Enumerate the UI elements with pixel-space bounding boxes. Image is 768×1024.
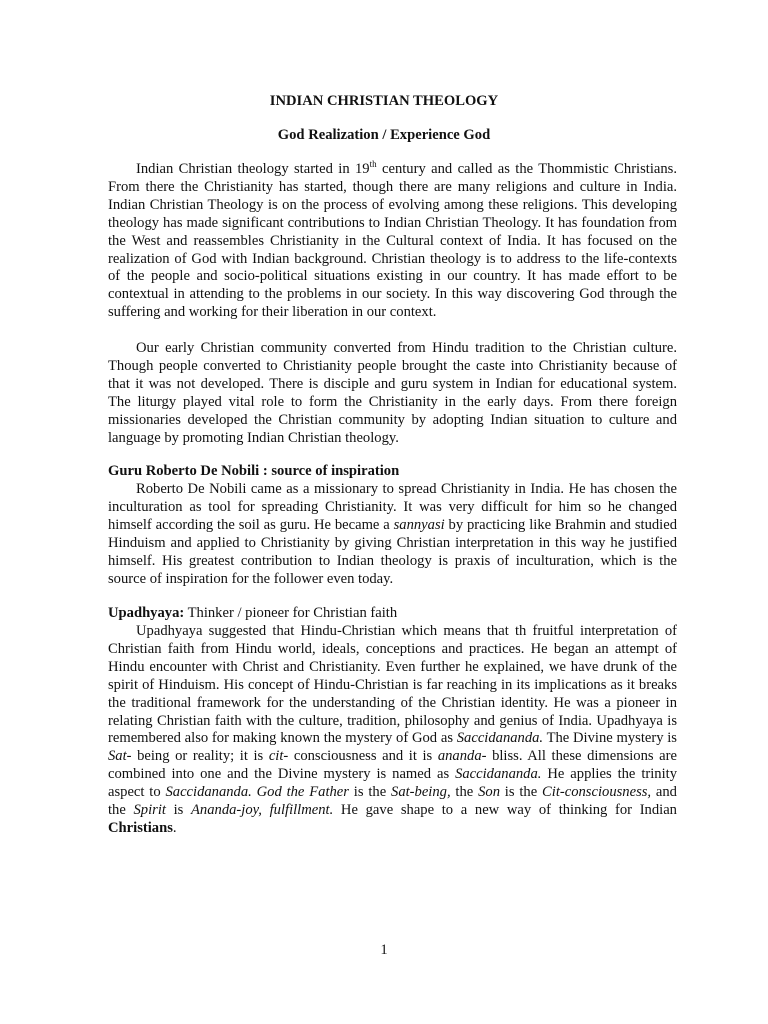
son-term: Son: [478, 784, 500, 801]
upadhyaya-text-i: is the: [499, 784, 543, 801]
upadhyaya-text-a: Upadhyaya suggested that Hindu-Christian which means that th fruitful interpretation of Christian faith from Hindu world, ideals, conceptions and practices. He began an attempt of Hindu encounter with Christ and Christianity. Even further he explained, we have drunk of the spirit of Hinduism. His concept of Hindu-Christian is far reaching in its implications as it breaks the traditional framework for the understanding of the Christian identity. He was a pioneer in relating Christian faith with the culture, tradition, philosophy and genius of India. Upadhyaya is remembered also for making known the mystery of God as: [108, 623, 677, 747]
cit-term: cit-: [268, 748, 289, 765]
intro-text-end: century and called as the Thommistic Christians. From there the Christianity has started, though there are many religions and culture in India. Indian Christian Theology is on the process of evolving among these religions. This developing theology has made significant contributions to Indian Christian Theology. It has foundation from the West and reassembles Christianity in the Cultural context of India. It has focused on the realization of God with Indian background. Christian theology is to address to the life-contexts of the people and socio-political situations existing in our country. It has made effort to be contextual in attending to the problems in our society. In this way discovering God through the suffering and working for their liberation in our context.: [108, 161, 677, 321]
upadhyaya-text-g: is the: [348, 784, 392, 801]
nobili-paragraph: [108, 481, 677, 588]
upadhyaya-heading-name: Upadhyaya:: [108, 605, 185, 621]
ananda-joy-term: Ananda-joy, fulfillment.: [191, 802, 334, 819]
upadhyaya-text-l: He gave shape to a new way of thinking for Indian: [333, 802, 677, 819]
upadhyaya-text-b: The Divine mystery is: [543, 730, 677, 747]
ananda-term: ananda-: [437, 748, 487, 765]
god-the-father-term: Saccidananda. God the Father: [165, 784, 349, 801]
sannyasi-term: sannyasi: [393, 516, 445, 533]
saccidananda-term: Saccidananda.: [456, 730, 544, 747]
christians-term: Christians: [108, 819, 173, 836]
document-subtitle: God Realization / Experience God: [277, 127, 491, 143]
upadhyaya-text-k: is: [165, 802, 192, 819]
upadhyaya-heading-subtitle: Thinker / pioneer for Christian faith: [184, 605, 398, 621]
upadhyaya-text-c: being or reality; it is: [131, 748, 269, 765]
intro-paragraph: [108, 161, 677, 322]
sat-being-term: Sat-being,: [391, 784, 451, 801]
upadhyaya-heading: [108, 605, 677, 623]
cit-consciousness-term: Cit-consciousness,: [542, 784, 652, 801]
community-paragraph: Our early Christian community converted from Hindu tradition to the Christian culture. Though people converted to Christianity people brought the caste into Christianity because of that it was not developed. There is disciple and guru system in Indian for educational system. The liturgy played vital role to form the Christianity in the early days. From there foreign missionaries developed the Christian community by adopting Indian situation to culture and language by promoting Indian Christian theology.: [108, 340, 677, 446]
ordinal-superscript: th: [369, 159, 377, 170]
upadhyaya-text-d: consciousness and it is: [288, 748, 438, 765]
intro-text-start: Indian Christian theology started in 19: [136, 161, 370, 177]
sat-term: Sat-: [108, 748, 132, 765]
page-number: 1: [380, 942, 388, 958]
nobili-text-end: by practicing like Brahmin and studied Hinduism and applied to Christianity by giving Christian interpretation in this way he justified himself. His greatest contribution to Indian theology is praxis of inculturation, which is the source of inspiration for the follower even today.: [108, 516, 677, 587]
upadhyaya-text-end: .: [172, 819, 177, 836]
spirit-term: Spirit: [133, 802, 166, 819]
document-title: INDIAN CHRISTIAN THEOLOGY: [269, 93, 499, 109]
upadhyaya-paragraph: [108, 623, 677, 838]
upadhyaya-text-j: and the: [108, 784, 677, 819]
saccidananda-term-2: Saccidananda.: [455, 766, 542, 783]
upadhyaya-text-e: bliss. All these dimensions are combined into one and the Divine mystery is named as: [108, 748, 677, 783]
nobili-text-start: Roberto De Nobili came as a missionary to spread Christianity in India. He has chosen the inculturation as tool for spreading Christianity. It was very difficult for him so he changed himself according the soil as guru. He became a: [108, 481, 677, 533]
upadhyaya-text-h: the: [450, 784, 479, 801]
nobili-heading: Guru Roberto De Nobili : source of inspiration: [108, 463, 400, 479]
upadhyaya-text-f: He applies the trinity aspect to: [108, 766, 678, 801]
